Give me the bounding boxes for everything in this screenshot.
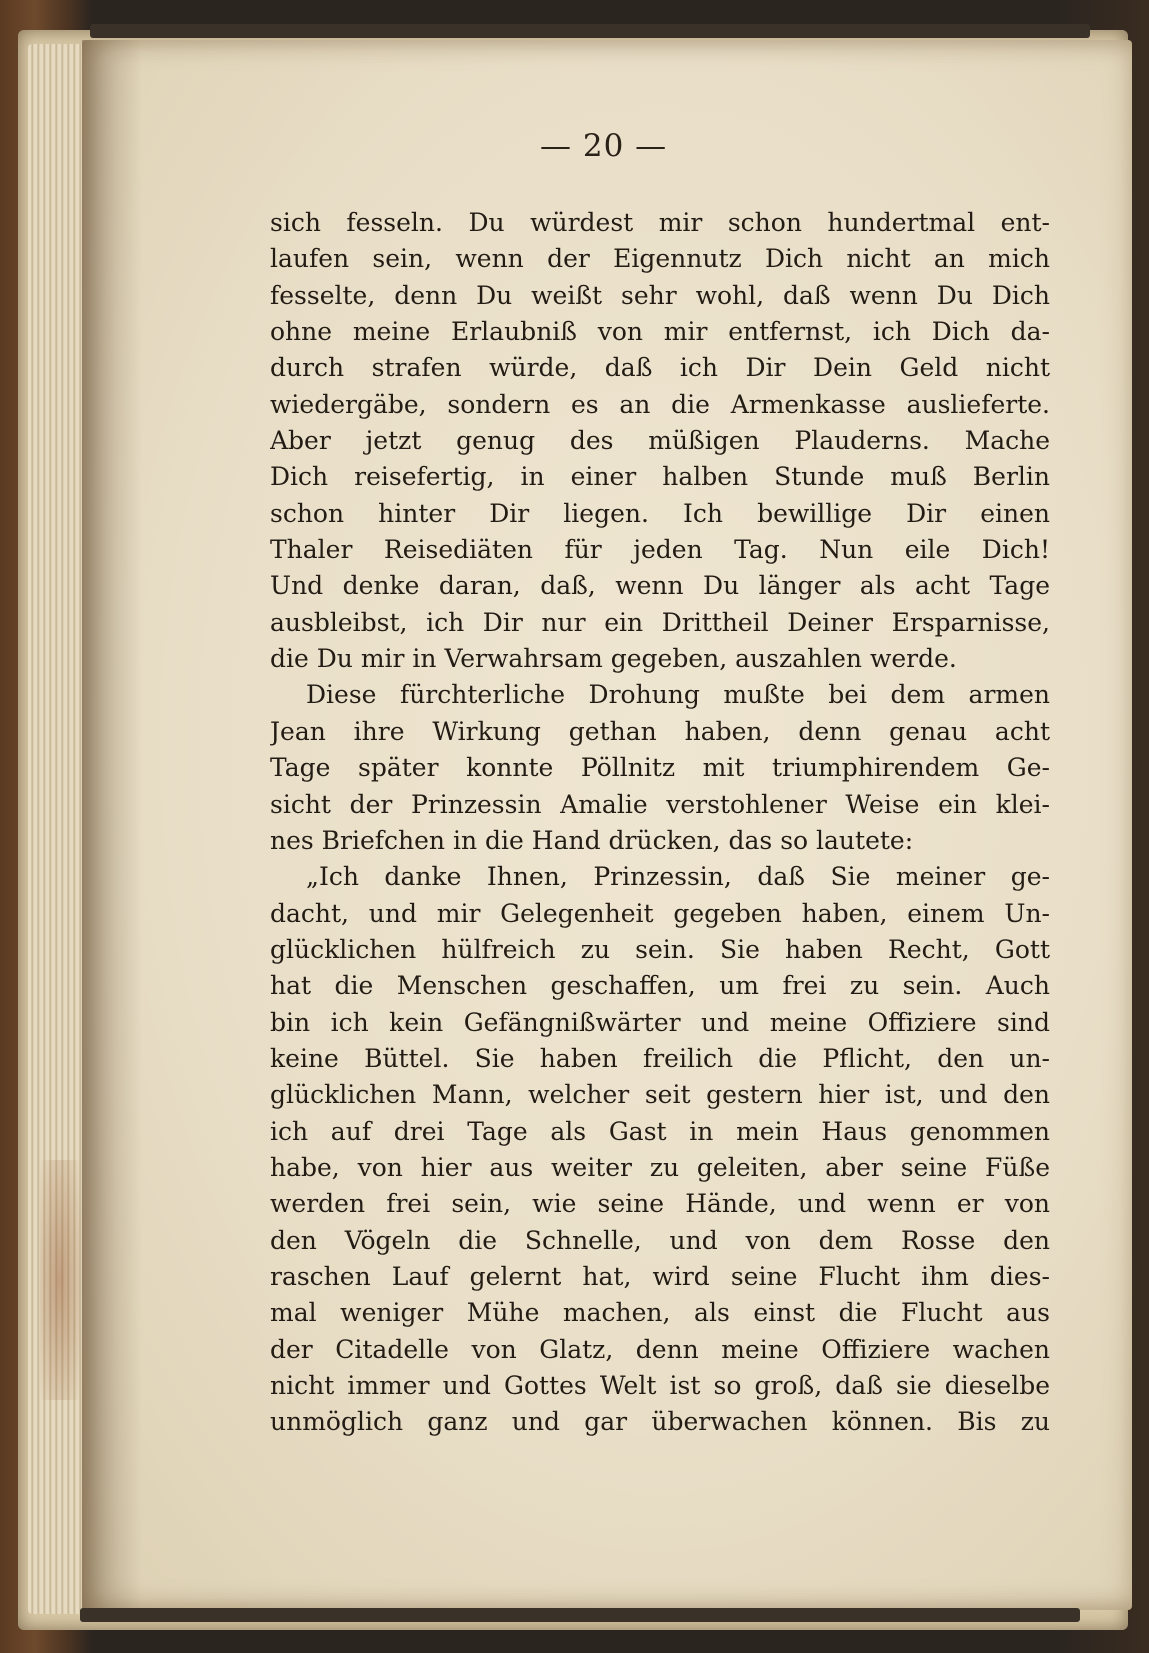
- page-number: — 20 —: [540, 128, 668, 164]
- text-line: raschen Lauf gelernt hat, wird seine Flucht ihm dies-: [270, 1261, 1050, 1291]
- text-line: dacht, und mir Gelegenheit gegeben haben, einem Un-: [270, 898, 1050, 928]
- bottom-binding: [80, 1608, 1080, 1622]
- page-stain: [40, 1160, 80, 1400]
- text-line: mal weniger Mühe machen, als einst die Flucht aus: [270, 1298, 1050, 1328]
- text-line: der Citadelle von Glatz, denn meine Offiziere wachen: [270, 1334, 1050, 1364]
- text-line: wiedergäbe, sondern es an die Armenkasse auslieferte.: [270, 389, 1050, 419]
- top-binding: [90, 24, 1090, 38]
- text-line: „Ich danke Ihnen, Prinzessin, daß Sie meiner ge-: [306, 862, 1050, 892]
- text-line: Diese fürchterliche Drohung mußte bei dem armen: [306, 680, 1050, 710]
- text-line: hat die Menschen geschaffen, um frei zu sein. Auch: [270, 971, 1050, 1001]
- text-line: den Vögeln die Schnelle, und von dem Rosse den: [270, 1225, 1050, 1255]
- text-line: habe, von hier aus weiter zu geleiten, aber seine Füße: [270, 1152, 1050, 1182]
- text-line: glücklichen Mann, welcher seit gestern hier ist, und den: [270, 1080, 1050, 1110]
- text-line: Aber jetzt genug des müßigen Plauderns. Mache: [270, 426, 1050, 456]
- gutter-shadow: [82, 40, 142, 1610]
- text-line: ausbleibst, ich Dir nur ein Drittheil Deiner Ersparnisse,: [270, 607, 1050, 637]
- text-line: die Du mir in Verwahrsam gegeben, auszahlen werde.: [270, 644, 957, 674]
- text-line: unmöglich ganz und gar überwachen können. Bis zu: [270, 1407, 1050, 1437]
- text-line: bin ich kein Gefängnißwärter und meine Offiziere sind: [270, 1007, 1050, 1037]
- text-line: Und denke daran, daß, wenn Du länger als acht Tage: [270, 571, 1050, 601]
- text-line: durch strafen würde, daß ich Dir Dein Geld nicht: [270, 353, 1050, 383]
- text-line: laufen sein, wenn der Eigennutz Dich nicht an mich: [270, 244, 1050, 274]
- text-line: nes Briefchen in die Hand drücken, das so lautete:: [270, 825, 914, 855]
- text-line: schon hinter Dir liegen. Ich bewillige Dir einen: [270, 498, 1050, 528]
- text-line: Jean ihre Wirkung gethan haben, denn genau acht: [270, 716, 1050, 746]
- text-line: sich fesseln. Du würdest mir schon hundertmal ent-: [270, 208, 1050, 237]
- text-line: Tage später konnte Pöllnitz mit triumphirendem Ge-: [270, 753, 1050, 783]
- text-line: ich auf drei Tage als Gast in mein Haus genommen: [270, 1116, 1050, 1146]
- text-line: glücklichen hülfreich zu sein. Sie haben Recht, Gott: [270, 934, 1050, 964]
- text-line: ohne meine Erlaubniß von mir entfernst, ich Dich da-: [270, 317, 1050, 347]
- text-line: sicht der Prinzessin Amalie verstohlener Weise ein klei-: [270, 789, 1050, 819]
- text-line: Thaler Reisediäten für jeden Tag. Nun eile Dich!: [270, 535, 1050, 565]
- text-line: nicht immer und Gottes Welt ist so groß, daß sie dieselbe: [270, 1371, 1050, 1400]
- text-line: fesselte, denn Du weißt sehr wohl, daß wenn Du Dich: [270, 280, 1050, 310]
- text-line: keine Büttel. Sie haben freilich die Pflicht, den un-: [270, 1043, 1050, 1073]
- text-line: Dich reisefertig, in einer halben Stunde muß Berlin: [270, 462, 1050, 492]
- body-text: [270, 205, 1050, 1441]
- text-line: werden frei sein, wie seine Hände, und wenn er von: [270, 1189, 1050, 1219]
